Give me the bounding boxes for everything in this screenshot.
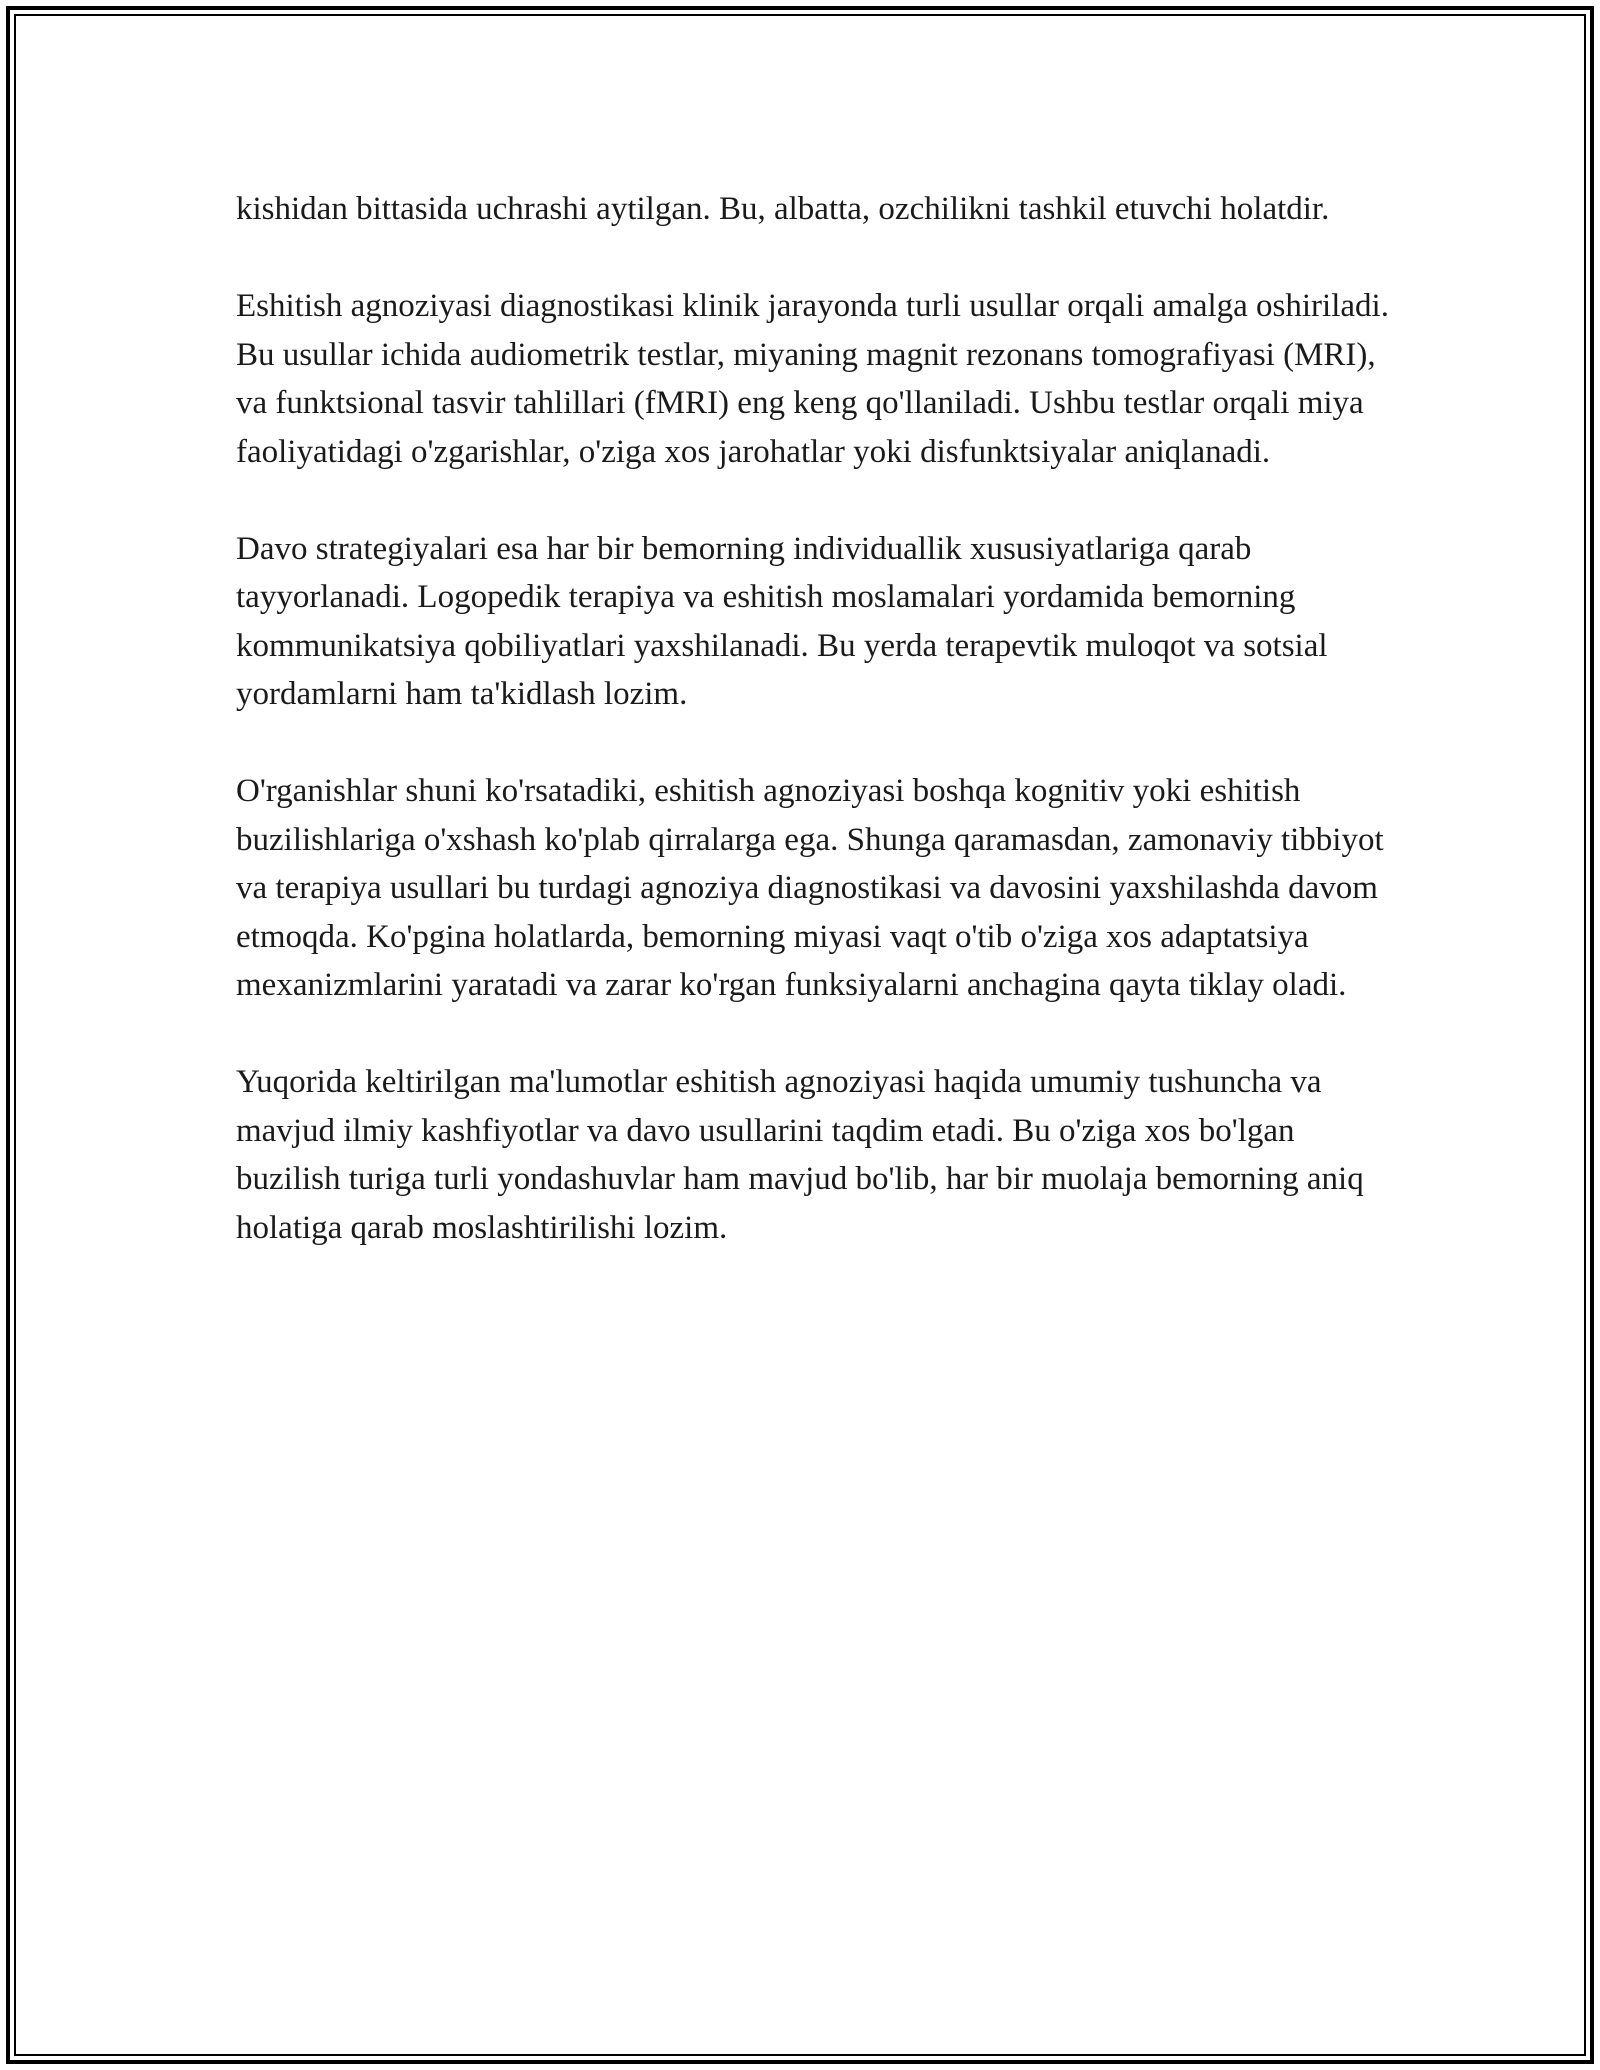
paragraph-treatment: Davo strategiyalari esa har bir bemorning individuallik xususiyatlariga qarab tayyorlanadi. Logopedik terapiya va eshitish moslamalari yordamida bemorning kommunikatsiya qobiliyatlari yaxshilanadi. Bu yerda terapevtik muloqot va sotsial yordamlarni ham ta'kidlash lozim. xyxy=(236,530,1328,712)
paragraph-research: O'rganishlar shuni ko'rsatadiki, eshitish agnoziyasi boshqa kognitiv yoki eshitish buzilishlariga o'xshash ko'plab qirralarga ega. Shunga qaramasdan, zamonaviy tibbiyot va terapiya usullari bu turdagi agnoziya diagnostikasi va davosini yaxshilashda davom etmoqda. Ko'pgina holatlarda, bemorning miyasi vaqt o'tib o'ziga xos adaptatsiya mexanizmlarini yaratadi va zarar ko'rgan funksiyalarni anchagina qayta tiklay oladi. xyxy=(236,773,1384,1003)
paragraph-diagnostics: Eshitish agnoziyasi diagnostikasi klinik jarayonda turli usullar orqali amalga oshiriladi. Bu usullar ichida audiometrik testlar, miyaning magnit rezonans tomografiyasi (MRI), va funktsional tasvir tahlillari (fMRI) eng keng qo'llaniladi. Ushbu testlar orqali miya faoliyatidagi o'zgarishlar, o'ziga xos jarohatlar yoki disfunktsiyalar aniqlanadi. xyxy=(236,288,1389,470)
paragraph-conclusion: Yuqorida keltirilgan ma'lumotlar eshitish agnoziyasi haqida umumiy tushuncha va mavjud ilmiy kashfiyotlar va davo usullarini taqdim etadi. Bu o'ziga xos bo'lgan buzilish turiga turli yondashuvlar ham mavjud bo'lib, har bir muolaja bemorning aniq holatiga qarab moslashtirilishi lozim. xyxy=(236,1064,1364,1246)
document-body xyxy=(236,185,1396,1301)
paragraph-continuation: kishidan bittasida uchrashi aytilgan. Bu, albatta, ozchilikni tashkil etuvchi holatdir. xyxy=(236,191,1330,227)
